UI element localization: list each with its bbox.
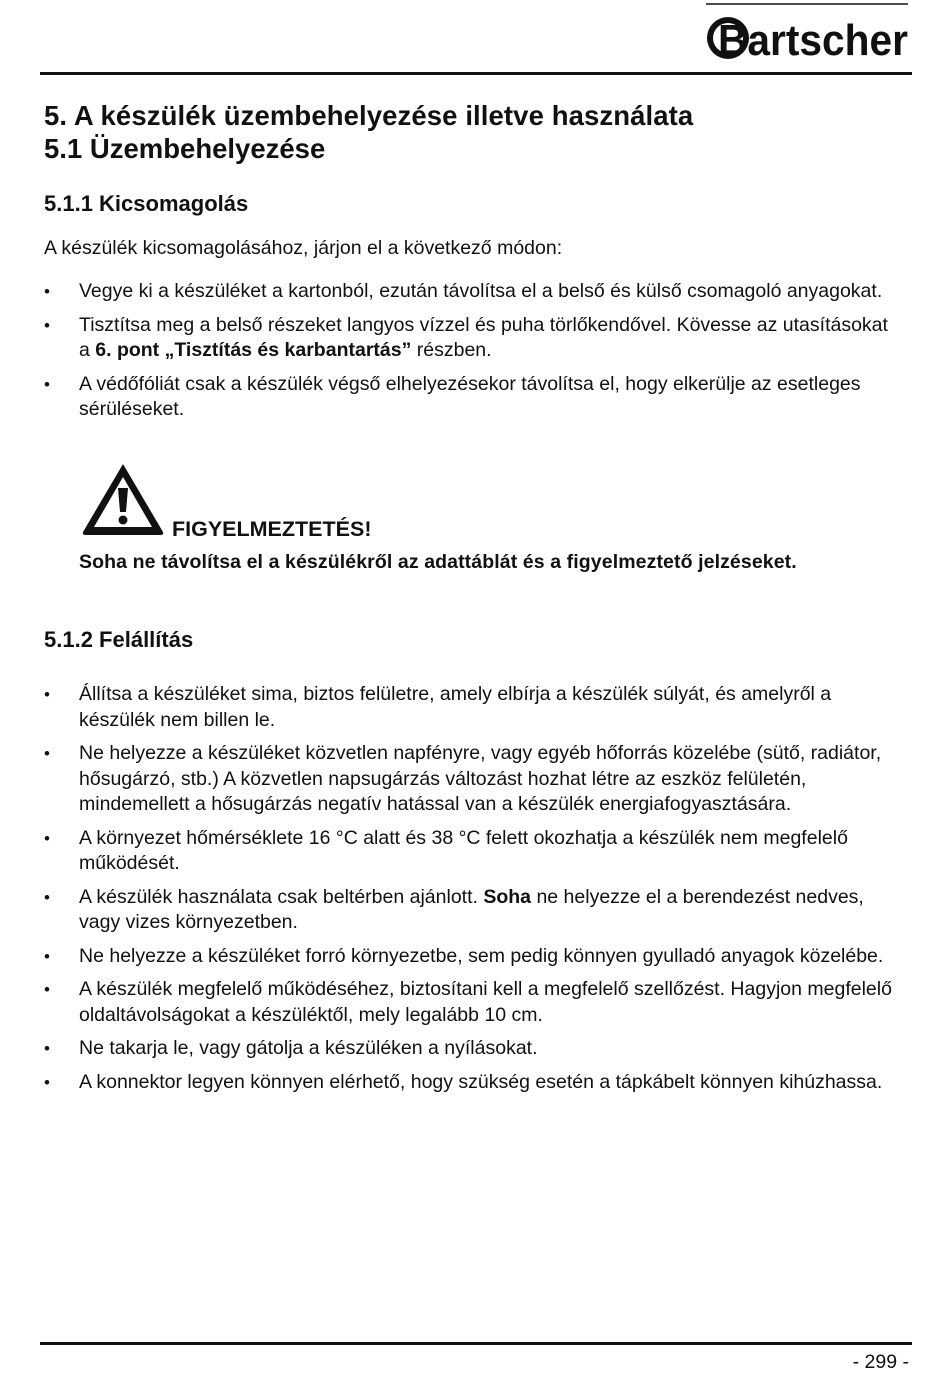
list-item-text: A készülék használata csak beltérben ajánlott.: [79, 885, 484, 908]
list-item-text: Ne helyezze a készüléket közvetlen napfényre, vagy egyéb hőforrás közelébe (sütő, radiátor, hősugárzó, stb.) A közvetlen napsugárzás változást hozhat létre az eszköz felületén, mindemellett a hősugárzás negatív hatással van a készülék energiafogyasztására.: [79, 742, 882, 815]
chapter-heading: 5. A készülék üzembehelyezése illetve használata: [44, 100, 694, 131]
list-item: [44, 1036, 904, 1062]
emphasis-text: Soha: [483, 885, 532, 908]
list-item-text: Tisztítsa meg a belső részeket langyos vízzel és puha törlőkendővel. Kövesse az utasításokat a: [79, 313, 888, 361]
list-item-text: A konnektor legyen könnyen elérhető, hogy szükség esetén a tápkábelt könnyen kihúzhassa.: [79, 1070, 883, 1093]
setup-heading: 5.1.2 Felállítás: [44, 627, 194, 652]
list-item-text: Állítsa a készüléket sima, biztos felületre, amely elbírja a készülék súlyát, és amelyről a készülék nem billen le.: [79, 683, 832, 731]
list-item: [44, 279, 904, 305]
list-item: [44, 372, 904, 423]
list-item: [44, 977, 904, 1028]
header-rule: [40, 72, 912, 75]
bartscher-logo: [704, 0, 910, 70]
unpacking-heading: 5.1.1 Kicsomagolás: [44, 191, 249, 216]
list-item-text: ne helyezze el a berendezést nedves, vagy vizes környezetben.: [79, 885, 864, 933]
logo-text: Bartscher: [718, 16, 908, 65]
list-item: [44, 885, 904, 936]
warning-text: Soha ne távolítsa el a készülékről az adattáblát és a figyelmeztető jelzéseket.: [79, 551, 797, 573]
list-item-text: A környezet hőmérséklete 16 °C alatt és 38 °C felett okozhatja a készülék nem megfelelő működését.: [79, 826, 848, 874]
page-number: - 299 -: [852, 1351, 909, 1373]
unpacking-list: [44, 279, 904, 423]
unpacking-intro: A készülék kicsomagolásához, járjon el a következő módon:: [44, 237, 563, 259]
list-item-text: részben.: [411, 339, 492, 361]
footer-rule: [40, 1342, 912, 1345]
list-item-text: Ne helyezze a készüléket forró környezetbe, sem pedig könnyen gyulladó anyagok közelébe.: [79, 944, 884, 967]
warning-title: FIGYELMEZTETÉS!: [172, 517, 372, 541]
list-item-text: A védőfóliát csak a készülék végső elhelyezésekor távolítsa el, hogy elkerülje az esetleges sérüléseket.: [79, 372, 861, 420]
warning-icon: [80, 460, 166, 538]
list-item: [44, 682, 904, 733]
section-heading: 5.1 Üzembehelyezése: [44, 133, 326, 164]
list-item-text: Vegye ki a készüléket a kartonból, ezután távolítsa el a belső és külső csomagoló anyagokat.: [79, 280, 883, 302]
setup-list: [44, 682, 904, 1095]
list-item: [44, 313, 904, 364]
list-item-text: Ne takarja le, vagy gátolja a készüléken a nyílásokat.: [79, 1037, 538, 1059]
list-item-text: A készülék megfelelő működéséhez, biztosítani kell a megfelelő szellőzést. Hagyjon megfelelő oldaltávolságokat a készüléktől, mely legalább 10 cm.: [79, 978, 892, 1026]
cross-reference: 6. pont „Tisztítás és karbantartás”: [95, 339, 412, 361]
list-item: [44, 944, 904, 970]
list-item: [44, 1070, 904, 1096]
list-item: [44, 741, 904, 818]
list-item: [44, 826, 904, 877]
